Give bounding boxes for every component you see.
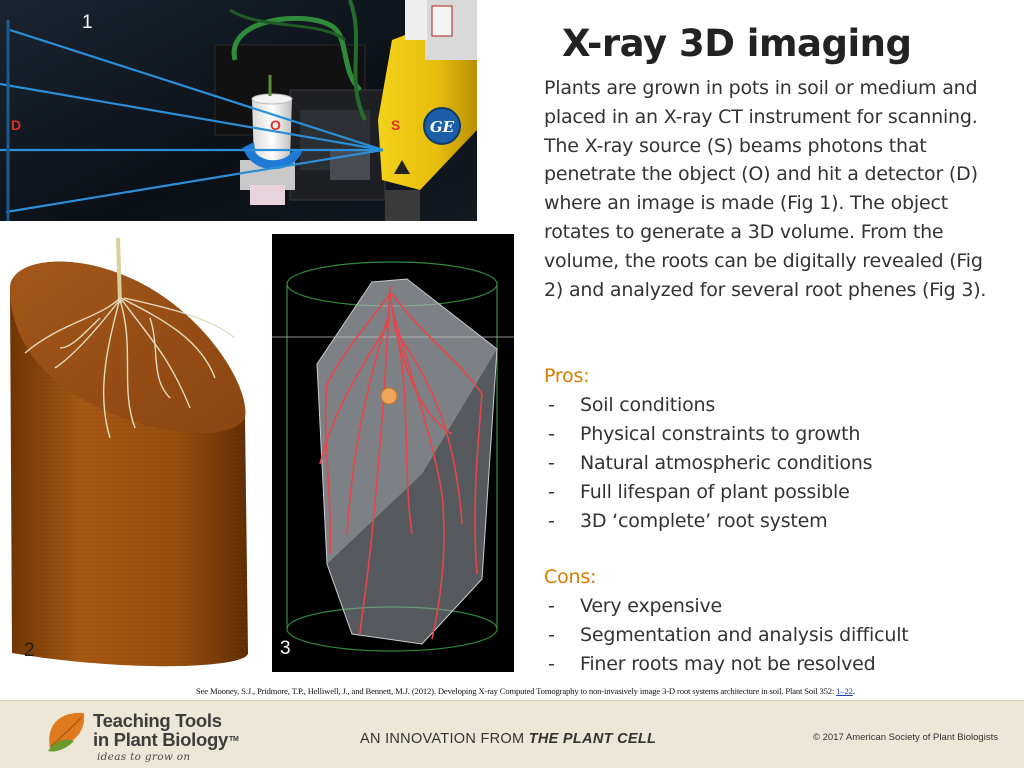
pros-item-text: 3D ‘complete’ root system <box>580 509 828 532</box>
trademark-mark: TM <box>228 736 239 743</box>
figure-3-root-reconstruction <box>272 234 514 672</box>
slide-title: X-ray 3D imaging <box>562 22 912 65</box>
pros-item-text: Full lifespan of plant possible <box>580 480 850 503</box>
list-item <box>544 507 872 536</box>
figure-2-soil-core-rendering <box>0 228 262 674</box>
list-item <box>544 621 909 650</box>
cons-section <box>544 563 909 679</box>
intro-paragraph: Plants are grown in pots in soil or medium and placed in an X-ray CT instrument for scanning. The X-ray source (S) beams photons that penetrate the object (O) and hit a detector (D) where an image is made (Fig 1). The object rotates to generate a 3D volume. From the volume, the roots can be digitally revealed (Fig 2) and analyzed for several root phenes (Fig 3). <box>544 77 987 301</box>
bullet-dash: - <box>548 509 555 532</box>
innovation-prefix: AN INNOVATION FROM <box>360 731 529 747</box>
list-item <box>544 650 909 679</box>
figure-1-number: 1 <box>82 12 93 33</box>
detector-label: D <box>11 117 22 133</box>
citation-end: . <box>852 686 855 696</box>
list-item <box>544 391 872 420</box>
brand-line-1: Teaching Tools <box>93 710 222 731</box>
ge-logo: GE <box>429 118 455 136</box>
bullet-dash: - <box>548 480 555 503</box>
cons-item-text: Segmentation and analysis difficult <box>580 623 909 646</box>
bullet-dash: - <box>548 652 555 675</box>
list-item <box>544 420 872 449</box>
pros-heading: Pros: <box>544 365 590 387</box>
citation-page-link[interactable]: 1–22 <box>836 686 853 696</box>
source-label: S <box>391 117 401 133</box>
list-item <box>544 449 872 478</box>
innovation-credit <box>360 731 656 747</box>
bullet-dash: - <box>548 422 555 445</box>
brand-tagline: ideas to grow on <box>97 751 191 763</box>
innovation-brand: THE PLANT CELL <box>528 731 657 747</box>
pros-item-text: Natural atmospheric conditions <box>580 451 873 474</box>
list-item <box>544 592 909 621</box>
pros-item-text: Physical constraints to growth <box>580 422 861 445</box>
figure-3-number: 3 <box>280 638 291 659</box>
citation <box>196 686 855 696</box>
figure-2-number: 2 <box>24 640 35 661</box>
citation-text: See Mooney, S.J., Pridmore, T.P., Helliwell, J., and Bennett, M.J. (2012). Developing X-ray Computed Tomography to non-invasively image 3-D root systems architecture in soil. Plant Soil 352: <box>196 686 837 696</box>
bullet-dash: - <box>548 594 555 617</box>
pros-item-text: Soil conditions <box>580 393 716 416</box>
list-item <box>544 478 872 507</box>
brand-line-2: in Plant Biology <box>93 729 228 750</box>
cons-item-text: Very expensive <box>580 594 723 617</box>
cons-item-text: Finer roots may not be resolved <box>580 652 876 675</box>
figure-1-ct-instrument-photo <box>0 0 477 221</box>
pros-list <box>544 391 872 536</box>
object-label: O <box>270 117 281 133</box>
cons-list <box>544 592 909 679</box>
brand-name <box>93 711 239 749</box>
footer-bar <box>0 700 1024 768</box>
bullet-dash: - <box>548 623 555 646</box>
cons-heading: Cons: <box>544 566 597 588</box>
copyright-notice: © 2017 American Society of Plant Biologists <box>813 732 998 743</box>
ct-instrument-illustration <box>0 0 477 221</box>
soil-core-illustration <box>0 228 262 674</box>
bullet-dash: - <box>548 451 555 474</box>
leaf-logo-icon <box>44 707 90 755</box>
pros-section <box>544 362 872 536</box>
root-reconstruction-illustration <box>272 234 514 672</box>
bullet-dash: - <box>548 393 555 416</box>
